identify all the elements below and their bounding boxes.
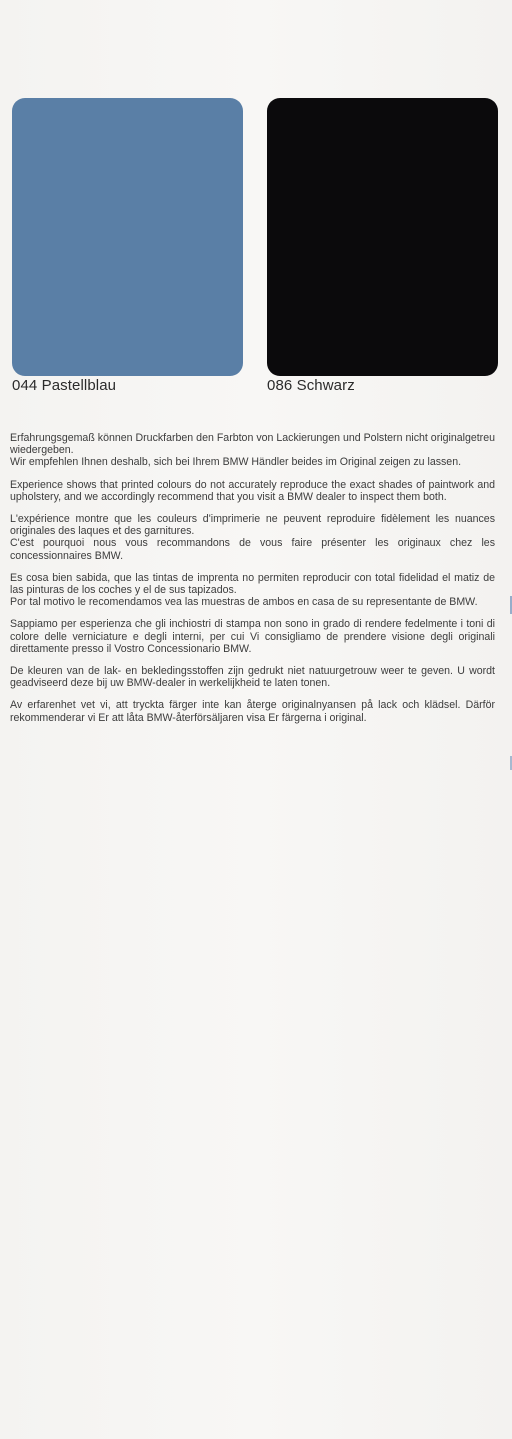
paragraph-line: Erfahrungsgemaß können Druckfarben den Farbton von Lackierungen und Polstern nicht originalgetreu wiedergeben. bbox=[10, 432, 495, 457]
paragraph-line: Wir empfehlen Ihnen deshalb, sich bei Ihrem BMW Händler beides im Original zeigen zu lassen. bbox=[10, 456, 462, 469]
paragraph-swedish bbox=[10, 699, 495, 723]
swatch-label-schwarz: 086 Schwarz bbox=[267, 377, 355, 394]
paragraph-line: C'est pourquoi nous vous recommandons de vous faire présenter les originaux chez les concessionnaires BMW. bbox=[10, 537, 495, 562]
paragraph-french bbox=[10, 513, 495, 562]
paragraph-line: Av erfarenhet vet vi, att tryckta färger inte kan återge originalnyansen på lack och klädsel. Därför rekommenderar vi Er att låta BMW-återförsäljaren visa Er färgerna i original. bbox=[10, 699, 495, 724]
paragraph-german bbox=[10, 432, 495, 469]
disclaimer-text bbox=[10, 432, 495, 734]
paragraph-english bbox=[10, 479, 495, 503]
paragraph-line: Es cosa bien sabida, que las tintas de imprenta no permiten reproducir con total fidelidad el matiz de las pinturas de los coches y el de sus tapizados. bbox=[10, 571, 495, 597]
paragraph-line: Sappiamo per esperienza che gli inchiostri di stampa non sono in grado di rendere fedelmente i toni di colore delle verniciature e degli interni, per cui Vi consigliamo de prendere visione degli originali direttamente presso il Vostro Concessionario BMW. bbox=[10, 618, 495, 655]
swatch-label-pastellblau: 044 Pastellblau bbox=[12, 377, 117, 394]
color-swatch-pastellblau bbox=[12, 98, 243, 376]
paragraph-line: Por tal motivo le recomendamos vea las muestras de ambos en casa de su representante de BMW. bbox=[10, 596, 478, 609]
paragraph-spanish bbox=[10, 572, 495, 609]
paragraph-dutch bbox=[10, 665, 495, 689]
paragraph-line: De kleuren van de lak- en bekledingsstoffen zijn gedrukt niet natuurgetrouw weer te geven. U wordt geadviseerd deze bij uw BMW-dealer in werkelijkheid te laten tonen. bbox=[10, 665, 495, 690]
color-swatch-schwarz bbox=[267, 98, 498, 376]
paragraph-line: Experience shows that printed colours do not accurately reproduce the exact shades of paintwork and upholstery, and we accordingly recommend that you visit a BMW dealer to inspect them both. bbox=[10, 478, 495, 503]
paragraph-line: L'expérience montre que les couleurs d'imprimerie ne peuvent reproduire fidèlement les nuances originales des laques et des garnitures. bbox=[10, 513, 495, 538]
paragraph-italian bbox=[10, 618, 495, 655]
